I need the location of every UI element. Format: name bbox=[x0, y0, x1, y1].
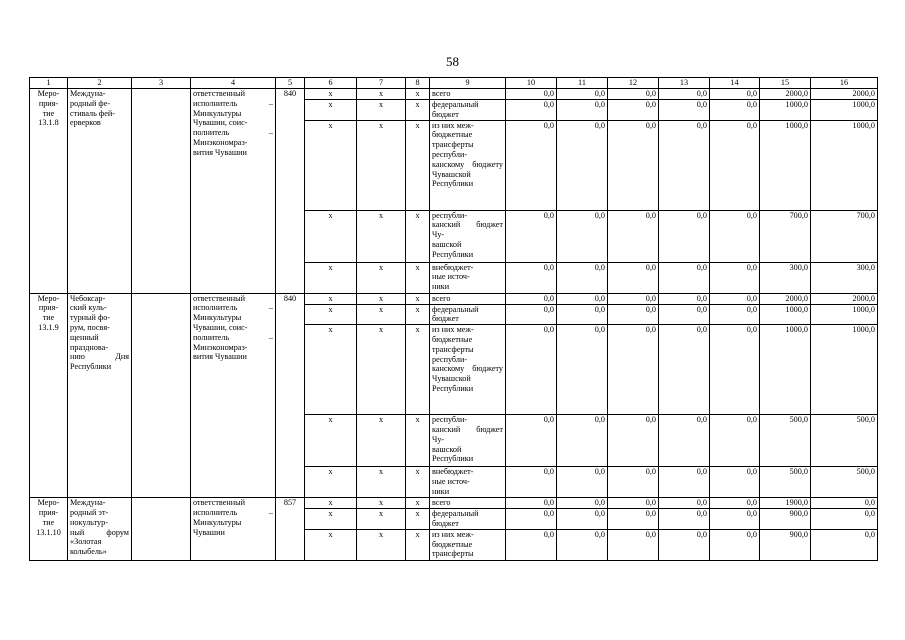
event-name-cell: Междуна- родный эт- нокультур- ный форум «Золотая колыбель» bbox=[68, 498, 132, 561]
value-cell: 0,0 bbox=[608, 325, 659, 415]
cell-col7: x bbox=[357, 498, 406, 509]
source-cell: федеральный бюджет bbox=[430, 509, 506, 530]
source-cell: всего bbox=[430, 498, 506, 509]
col-header: 5 bbox=[276, 78, 305, 89]
col-header: 2 bbox=[68, 78, 132, 89]
value-cell: 0,0 bbox=[506, 498, 557, 509]
cell-col7: x bbox=[357, 415, 406, 467]
col3-cell bbox=[132, 89, 191, 294]
executor-cell: ответственный исполнитель – Минкультуры Чувашии bbox=[191, 498, 276, 561]
value-cell: 0,0 bbox=[557, 415, 608, 467]
cell-col6: x bbox=[305, 293, 357, 304]
value-cell: 300,0 bbox=[760, 262, 811, 293]
value-cell: 0,0 bbox=[557, 325, 608, 415]
cell-col7: x bbox=[357, 325, 406, 415]
value-cell: 0,0 bbox=[557, 210, 608, 262]
col-header: 13 bbox=[659, 78, 710, 89]
value-cell: 0,0 bbox=[659, 304, 710, 325]
code-cell: 857 bbox=[276, 498, 305, 561]
source-cell: федеральный бюджет bbox=[430, 100, 506, 121]
event-name-cell: Чебоксар- ский куль- турный фо- рум, посвя- щенный празднова- нию Дня Республики bbox=[68, 293, 132, 498]
value-cell: 0,0 bbox=[659, 529, 710, 560]
cell-col8: x bbox=[406, 325, 430, 415]
value-cell: 0,0 bbox=[557, 293, 608, 304]
value-cell: 0,0 bbox=[608, 467, 659, 498]
cell-col7: x bbox=[357, 100, 406, 121]
value-cell: 0,0 bbox=[710, 467, 760, 498]
source-cell: республи- канский бюджет Чу- вашской Республики bbox=[430, 415, 506, 467]
cell-col7: x bbox=[357, 509, 406, 530]
cell-col7: x bbox=[357, 467, 406, 498]
cell-col6: x bbox=[305, 304, 357, 325]
measure-cell: Меро- прия- тие 13.1.8 bbox=[30, 89, 68, 294]
value-cell: 0,0 bbox=[710, 89, 760, 100]
budget-table bbox=[29, 77, 878, 561]
value-cell: 0,0 bbox=[710, 529, 760, 560]
value-cell: 0,0 bbox=[710, 120, 760, 210]
value-cell: 700,0 bbox=[760, 210, 811, 262]
source-cell: федеральный бюджет bbox=[430, 304, 506, 325]
cell-col8: x bbox=[406, 498, 430, 509]
cell-col7: x bbox=[357, 210, 406, 262]
cell-col8: x bbox=[406, 509, 430, 530]
value-cell: 0,0 bbox=[608, 415, 659, 467]
value-cell: 0,0 bbox=[506, 100, 557, 121]
value-cell: 500,0 bbox=[760, 467, 811, 498]
table-row bbox=[30, 89, 878, 100]
value-cell: 0,0 bbox=[710, 304, 760, 325]
value-cell: 0,0 bbox=[710, 509, 760, 530]
source-cell: из них меж- бюджетные трансферты bbox=[430, 529, 506, 560]
cell-col8: x bbox=[406, 467, 430, 498]
col-header: 16 bbox=[811, 78, 878, 89]
value-cell: 0,0 bbox=[506, 509, 557, 530]
value-cell: 0,0 bbox=[506, 262, 557, 293]
value-cell: 0,0 bbox=[506, 89, 557, 100]
cell-col6: x bbox=[305, 120, 357, 210]
column-numbers-row bbox=[30, 78, 878, 89]
value-cell: 0,0 bbox=[659, 498, 710, 509]
value-cell: 500,0 bbox=[811, 415, 878, 467]
value-cell: 1000,0 bbox=[811, 120, 878, 210]
executor-cell: ответственный исполнитель – Минкультуры Чувашии, соис- полнитель – Минэкономраз- вития Чувашии bbox=[191, 89, 276, 294]
source-cell: внебюджет- ные источ- ники bbox=[430, 262, 506, 293]
cell-col6: x bbox=[305, 325, 357, 415]
value-cell: 0,0 bbox=[710, 100, 760, 121]
cell-col6: x bbox=[305, 100, 357, 121]
value-cell: 0,0 bbox=[659, 293, 710, 304]
value-cell: 0,0 bbox=[557, 120, 608, 210]
value-cell: 0,0 bbox=[710, 262, 760, 293]
cell-col8: x bbox=[406, 120, 430, 210]
value-cell: 0,0 bbox=[608, 529, 659, 560]
col-header: 9 bbox=[430, 78, 506, 89]
source-cell: из них меж- бюджетные трансферты республи- канскому бюджету Чувашской Республики bbox=[430, 120, 506, 210]
value-cell: 0,0 bbox=[659, 100, 710, 121]
value-cell: 0,0 bbox=[811, 529, 878, 560]
value-cell: 0,0 bbox=[608, 120, 659, 210]
cell-col6: x bbox=[305, 467, 357, 498]
cell-col8: x bbox=[406, 415, 430, 467]
col-header: 12 bbox=[608, 78, 659, 89]
col-header: 1 bbox=[30, 78, 68, 89]
cell-col8: x bbox=[406, 100, 430, 121]
source-cell: всего bbox=[430, 89, 506, 100]
value-cell: 500,0 bbox=[760, 415, 811, 467]
executor-cell: ответственный исполнитель – Минкультуры Чувашии, соис- полнитель – Минэкономраз- вития Чувашии bbox=[191, 293, 276, 498]
code-cell: 840 bbox=[276, 293, 305, 498]
value-cell: 0,0 bbox=[659, 120, 710, 210]
cell-col7: x bbox=[357, 529, 406, 560]
value-cell: 1000,0 bbox=[811, 100, 878, 121]
cell-col6: x bbox=[305, 509, 357, 530]
cell-col7: x bbox=[357, 293, 406, 304]
value-cell: 0,0 bbox=[557, 498, 608, 509]
value-cell: 0,0 bbox=[608, 304, 659, 325]
value-cell: 0,0 bbox=[608, 262, 659, 293]
value-cell: 0,0 bbox=[659, 210, 710, 262]
value-cell: 0,0 bbox=[659, 89, 710, 100]
value-cell: 700,0 bbox=[811, 210, 878, 262]
value-cell: 0,0 bbox=[506, 210, 557, 262]
value-cell: 900,0 bbox=[760, 509, 811, 530]
value-cell: 2000,0 bbox=[811, 89, 878, 100]
page-number: 58 bbox=[446, 54, 459, 69]
value-cell: 0,0 bbox=[506, 325, 557, 415]
cell-col8: x bbox=[406, 293, 430, 304]
cell-col6: x bbox=[305, 529, 357, 560]
cell-col8: x bbox=[406, 262, 430, 293]
value-cell: 0,0 bbox=[811, 498, 878, 509]
value-cell: 0,0 bbox=[710, 498, 760, 509]
value-cell: 0,0 bbox=[506, 120, 557, 210]
value-cell: 0,0 bbox=[557, 529, 608, 560]
cell-col8: x bbox=[406, 89, 430, 100]
col3-cell bbox=[132, 293, 191, 498]
measure-cell: Меро- прия- тие 13.1.10 bbox=[30, 498, 68, 561]
value-cell: 500,0 bbox=[811, 467, 878, 498]
cell-col7: x bbox=[357, 120, 406, 210]
col-header: 8 bbox=[406, 78, 430, 89]
value-cell: 2000,0 bbox=[811, 293, 878, 304]
source-cell: всего bbox=[430, 293, 506, 304]
value-cell: 1000,0 bbox=[811, 304, 878, 325]
value-cell: 900,0 bbox=[760, 529, 811, 560]
value-cell: 0,0 bbox=[710, 325, 760, 415]
value-cell: 0,0 bbox=[506, 293, 557, 304]
col-header: 4 bbox=[191, 78, 276, 89]
value-cell: 0,0 bbox=[557, 509, 608, 530]
value-cell: 0,0 bbox=[659, 509, 710, 530]
col-header: 7 bbox=[357, 78, 406, 89]
source-cell: внебюджет- ные источ- ники bbox=[430, 467, 506, 498]
cell-col6: x bbox=[305, 210, 357, 262]
value-cell: 0,0 bbox=[557, 467, 608, 498]
cell-col7: x bbox=[357, 89, 406, 100]
value-cell: 1000,0 bbox=[811, 325, 878, 415]
value-cell: 0,0 bbox=[659, 325, 710, 415]
cell-col6: x bbox=[305, 498, 357, 509]
cell-col7: x bbox=[357, 304, 406, 325]
value-cell: 0,0 bbox=[659, 262, 710, 293]
value-cell: 1900,0 bbox=[760, 498, 811, 509]
value-cell: 0,0 bbox=[659, 467, 710, 498]
value-cell: 0,0 bbox=[557, 100, 608, 121]
cell-col6: x bbox=[305, 89, 357, 100]
value-cell: 0,0 bbox=[506, 304, 557, 325]
col-header: 11 bbox=[557, 78, 608, 89]
cell-col8: x bbox=[406, 210, 430, 262]
cell-col6: x bbox=[305, 262, 357, 293]
cell-col8: x bbox=[406, 304, 430, 325]
value-cell: 0,0 bbox=[608, 509, 659, 530]
value-cell: 2000,0 bbox=[760, 89, 811, 100]
value-cell: 0,0 bbox=[506, 529, 557, 560]
value-cell: 0,0 bbox=[608, 89, 659, 100]
value-cell: 0,0 bbox=[608, 100, 659, 121]
value-cell: 0,0 bbox=[506, 467, 557, 498]
measure-cell: Меро- прия- тие 13.1.9 bbox=[30, 293, 68, 498]
value-cell: 1000,0 bbox=[760, 120, 811, 210]
cell-col6: x bbox=[305, 415, 357, 467]
value-cell: 0,0 bbox=[608, 293, 659, 304]
col3-cell bbox=[132, 498, 191, 561]
source-cell: республи- канский бюджет Чу- вашской Республики bbox=[430, 210, 506, 262]
value-cell: 0,0 bbox=[710, 210, 760, 262]
col-header: 14 bbox=[710, 78, 760, 89]
value-cell: 1000,0 bbox=[760, 325, 811, 415]
value-cell: 1000,0 bbox=[760, 100, 811, 121]
value-cell: 0,0 bbox=[659, 415, 710, 467]
code-cell: 840 bbox=[276, 89, 305, 294]
col-header: 15 bbox=[760, 78, 811, 89]
table-row bbox=[30, 293, 878, 304]
col-header: 10 bbox=[506, 78, 557, 89]
value-cell: 0,0 bbox=[557, 262, 608, 293]
value-cell: 0,0 bbox=[710, 415, 760, 467]
value-cell: 0,0 bbox=[811, 509, 878, 530]
cell-col7: x bbox=[357, 262, 406, 293]
col-header: 3 bbox=[132, 78, 191, 89]
value-cell: 0,0 bbox=[608, 210, 659, 262]
value-cell: 1000,0 bbox=[760, 304, 811, 325]
col-header: 6 bbox=[305, 78, 357, 89]
value-cell: 0,0 bbox=[557, 304, 608, 325]
source-cell: из них меж- бюджетные трансферты республи- канскому бюджету Чувашской Республики bbox=[430, 325, 506, 415]
event-name-cell: Междуна- родный фе- стиваль фей- ерверков bbox=[68, 89, 132, 294]
cell-col8: x bbox=[406, 529, 430, 560]
value-cell: 0,0 bbox=[557, 89, 608, 100]
value-cell: 0,0 bbox=[608, 498, 659, 509]
value-cell: 0,0 bbox=[710, 293, 760, 304]
table-row bbox=[30, 498, 878, 509]
value-cell: 2000,0 bbox=[760, 293, 811, 304]
value-cell: 0,0 bbox=[506, 415, 557, 467]
value-cell: 300,0 bbox=[811, 262, 878, 293]
